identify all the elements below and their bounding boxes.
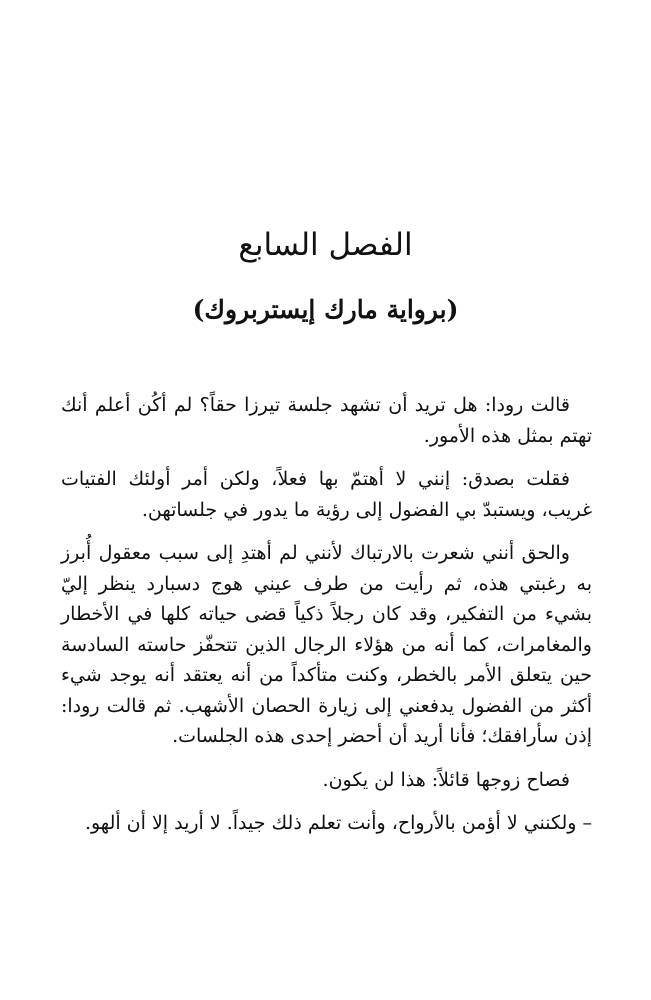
chapter-body — [61, 390, 592, 852]
paragraph: والحق أنني شعرت بالارتباك لأنني لم أهتدِ إلى سبب معقول أُبرز به رغبتي هذه، ثم رأيت من طرف عيني هوج دسبارد ينظر إليّ بشيء من التفكير، وقد كان رجلاً ذكياً قضى حياته كلها في الأخطار والمغامرات، كما أنه من هؤلاء الرجال الذين تتحفّز حاسته السادسة حين يتعلق الأمر بالخطر، وكنت متأكداً من أنه يعتقد أنه يوجد شيء أكثر من الفضول يدفعني إلى زيارة الحصان الأشهب. ثم قالت رودا: إذن سأرافقك؛ فأنا أريد أن أحضر إحدى هذه الجلسات. — [61, 542, 592, 747]
chapter-title: الفصل السابع — [238, 227, 413, 263]
paragraph: – ولكنني لا أؤمن بالأرواح، وأنت تعلم ذلك جيداً. لا أريد إلا أن ألهو. — [84, 812, 592, 834]
paragraph: قالت رودا: هل تريد أن تشهد جلسة تيرزا حقاً؟ لم أكُن أعلم أنك تهتم بمثل هذه الأمور. — [61, 394, 592, 447]
paragraph: فصاح زوجها قائلاً: هذا لن يكون. — [322, 768, 570, 791]
paragraph: فقلت بصدق: إنني لا أهتمّ بها فعلاً، ولكن أمر أولئك الفتيات غريب، ويستبدّ بي الفضول إلى رؤية ما يدور في جلساتهن. — [61, 468, 592, 521]
chapter-subtitle: (برواية مارك إيستربروك) — [192, 295, 459, 324]
